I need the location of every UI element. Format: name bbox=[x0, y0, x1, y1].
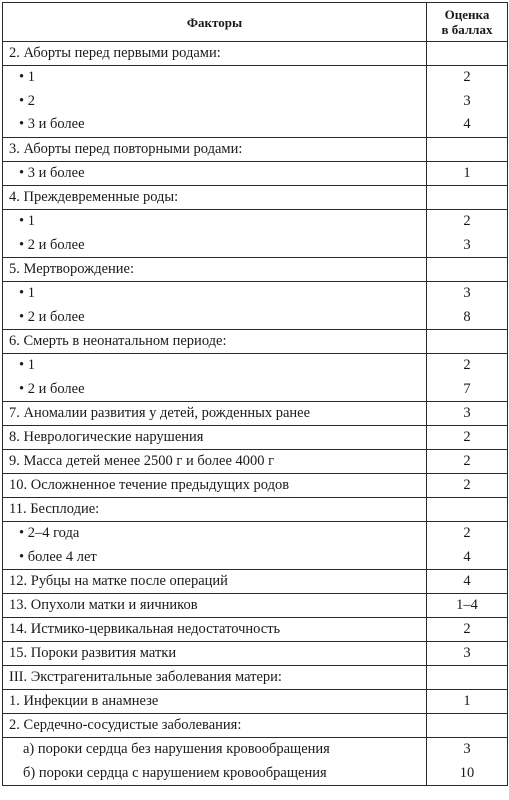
table-row bbox=[3, 618, 508, 642]
table-row bbox=[3, 402, 508, 426]
factor-cell: 8. Неврологические нарушения bbox=[3, 426, 427, 450]
score-header bbox=[427, 3, 508, 42]
score-cell: 3 bbox=[427, 642, 508, 666]
score-header-line2: в баллах bbox=[441, 22, 493, 37]
score-cell bbox=[427, 42, 508, 66]
table-row bbox=[3, 594, 508, 618]
score-value: 10 bbox=[459, 764, 475, 781]
table-subrow bbox=[3, 161, 508, 186]
table-body bbox=[3, 42, 508, 786]
score-cell bbox=[427, 66, 508, 138]
table-subrow bbox=[3, 282, 508, 330]
factor-cell: 12. Рубцы на матке после операций bbox=[3, 570, 427, 594]
table-row bbox=[3, 450, 508, 474]
factor-cell: III. Экстрагенитальные заболевания матери: bbox=[3, 666, 427, 690]
factor-cell: 2. Сердечно-сосудистые заболевания: bbox=[3, 714, 427, 738]
score-cell: 2 bbox=[427, 618, 508, 642]
list-item: • 3 и более bbox=[19, 116, 85, 132]
score-value: 4 bbox=[463, 548, 471, 565]
table-subrow bbox=[3, 210, 508, 258]
table-header-row bbox=[3, 3, 508, 42]
score-cell bbox=[427, 282, 508, 330]
score-cell bbox=[427, 210, 508, 258]
list-item: • 1 bbox=[19, 285, 35, 301]
score-value: 3 bbox=[463, 285, 471, 301]
table-row bbox=[3, 570, 508, 594]
table-row bbox=[3, 258, 508, 282]
score-value: 1 bbox=[463, 164, 471, 181]
score-value: 2 bbox=[463, 357, 471, 373]
factor-cell: 15. Пороки развития матки bbox=[3, 642, 427, 666]
table-row bbox=[3, 186, 508, 210]
score-cell bbox=[427, 354, 508, 402]
list-item: • 2 и более bbox=[19, 380, 85, 397]
score-cell bbox=[427, 738, 508, 786]
factor-cell: 14. Истмико-цервикальная недостаточность bbox=[3, 618, 427, 642]
score-cell bbox=[427, 498, 508, 522]
table-row bbox=[3, 498, 508, 522]
score-cell bbox=[427, 522, 508, 570]
factor-cell bbox=[3, 161, 427, 186]
table-subrow bbox=[3, 522, 508, 570]
table-subrow bbox=[3, 66, 508, 138]
score-cell: 2 bbox=[427, 426, 508, 450]
score-value: 4 bbox=[463, 116, 471, 132]
factor-cell: 9. Масса детей менее 2500 г и более 4000 г bbox=[3, 450, 427, 474]
list-item: • 3 и более bbox=[19, 164, 85, 181]
list-item: б) пороки сердца с нарушением кровообращения bbox=[23, 764, 327, 781]
table-row bbox=[3, 474, 508, 498]
score-cell: 2 bbox=[427, 474, 508, 498]
factor-cell: 10. Осложненное течение предыдущих родов bbox=[3, 474, 427, 498]
score-cell: 1–4 bbox=[427, 594, 508, 618]
score-cell bbox=[427, 137, 508, 161]
list-item: • 2 и более bbox=[19, 236, 85, 253]
factor-cell: 1. Инфекции в анамнезе bbox=[3, 690, 427, 714]
list-item: • 1 bbox=[19, 213, 35, 229]
score-cell: 1 bbox=[427, 690, 508, 714]
table-subrow bbox=[3, 738, 508, 786]
score-value: 7 bbox=[463, 380, 471, 397]
score-cell bbox=[427, 666, 508, 690]
factor-cell: 4. Преждевременные роды: bbox=[3, 186, 427, 210]
score-header-line1: Оценка bbox=[444, 7, 490, 22]
factor-cell: 3. Аборты перед повторными родами: bbox=[3, 137, 427, 161]
factor-cell bbox=[3, 354, 427, 402]
score-cell bbox=[427, 258, 508, 282]
factor-cell: 13. Опухоли матки и яичников bbox=[3, 594, 427, 618]
table-subrow bbox=[3, 354, 508, 402]
factor-cell: 7. Аномалии развития у детей, рожденных ранее bbox=[3, 402, 427, 426]
score-value: 2 bbox=[463, 213, 471, 229]
table-row bbox=[3, 642, 508, 666]
table-row bbox=[3, 714, 508, 738]
table-row bbox=[3, 426, 508, 450]
score-cell: 2 bbox=[427, 450, 508, 474]
score-value: 2 bbox=[463, 525, 471, 541]
score-value: 3 bbox=[463, 741, 471, 757]
factor-cell: 5. Мертворождение: bbox=[3, 258, 427, 282]
factor-cell bbox=[3, 66, 427, 138]
score-value: 3 bbox=[463, 236, 471, 253]
table-row bbox=[3, 137, 508, 161]
score-cell bbox=[427, 714, 508, 738]
table-row bbox=[3, 690, 508, 714]
factors-header: Факторы bbox=[3, 3, 427, 42]
score-value: 8 bbox=[463, 308, 471, 325]
factor-cell bbox=[3, 210, 427, 258]
factor-cell bbox=[3, 738, 427, 786]
table-row bbox=[3, 42, 508, 66]
score-cell: 3 bbox=[427, 402, 508, 426]
factor-cell bbox=[3, 522, 427, 570]
list-item: • 2 bbox=[19, 92, 35, 109]
factor-cell: 11. Бесплодие: bbox=[3, 498, 427, 522]
factor-cell: 6. Смерть в неонатальном периоде: bbox=[3, 330, 427, 354]
score-cell bbox=[427, 186, 508, 210]
score-cell bbox=[427, 161, 508, 186]
risk-factors-table bbox=[2, 2, 508, 786]
table-row bbox=[3, 330, 508, 354]
factor-cell bbox=[3, 282, 427, 330]
list-item: а) пороки сердца без нарушения кровообращения bbox=[23, 741, 330, 757]
score-cell: 4 bbox=[427, 570, 508, 594]
list-item: • 2 и более bbox=[19, 308, 85, 325]
list-item: • 1 bbox=[19, 357, 35, 373]
list-item: • 1 bbox=[19, 69, 35, 85]
score-cell bbox=[427, 330, 508, 354]
list-item: • 2–4 года bbox=[19, 525, 80, 541]
table-row bbox=[3, 666, 508, 690]
score-value: 3 bbox=[463, 92, 471, 109]
score-value: 2 bbox=[463, 69, 471, 85]
list-item: • более 4 лет bbox=[19, 548, 97, 565]
factor-cell: 2. Аборты перед первыми родами: bbox=[3, 42, 427, 66]
